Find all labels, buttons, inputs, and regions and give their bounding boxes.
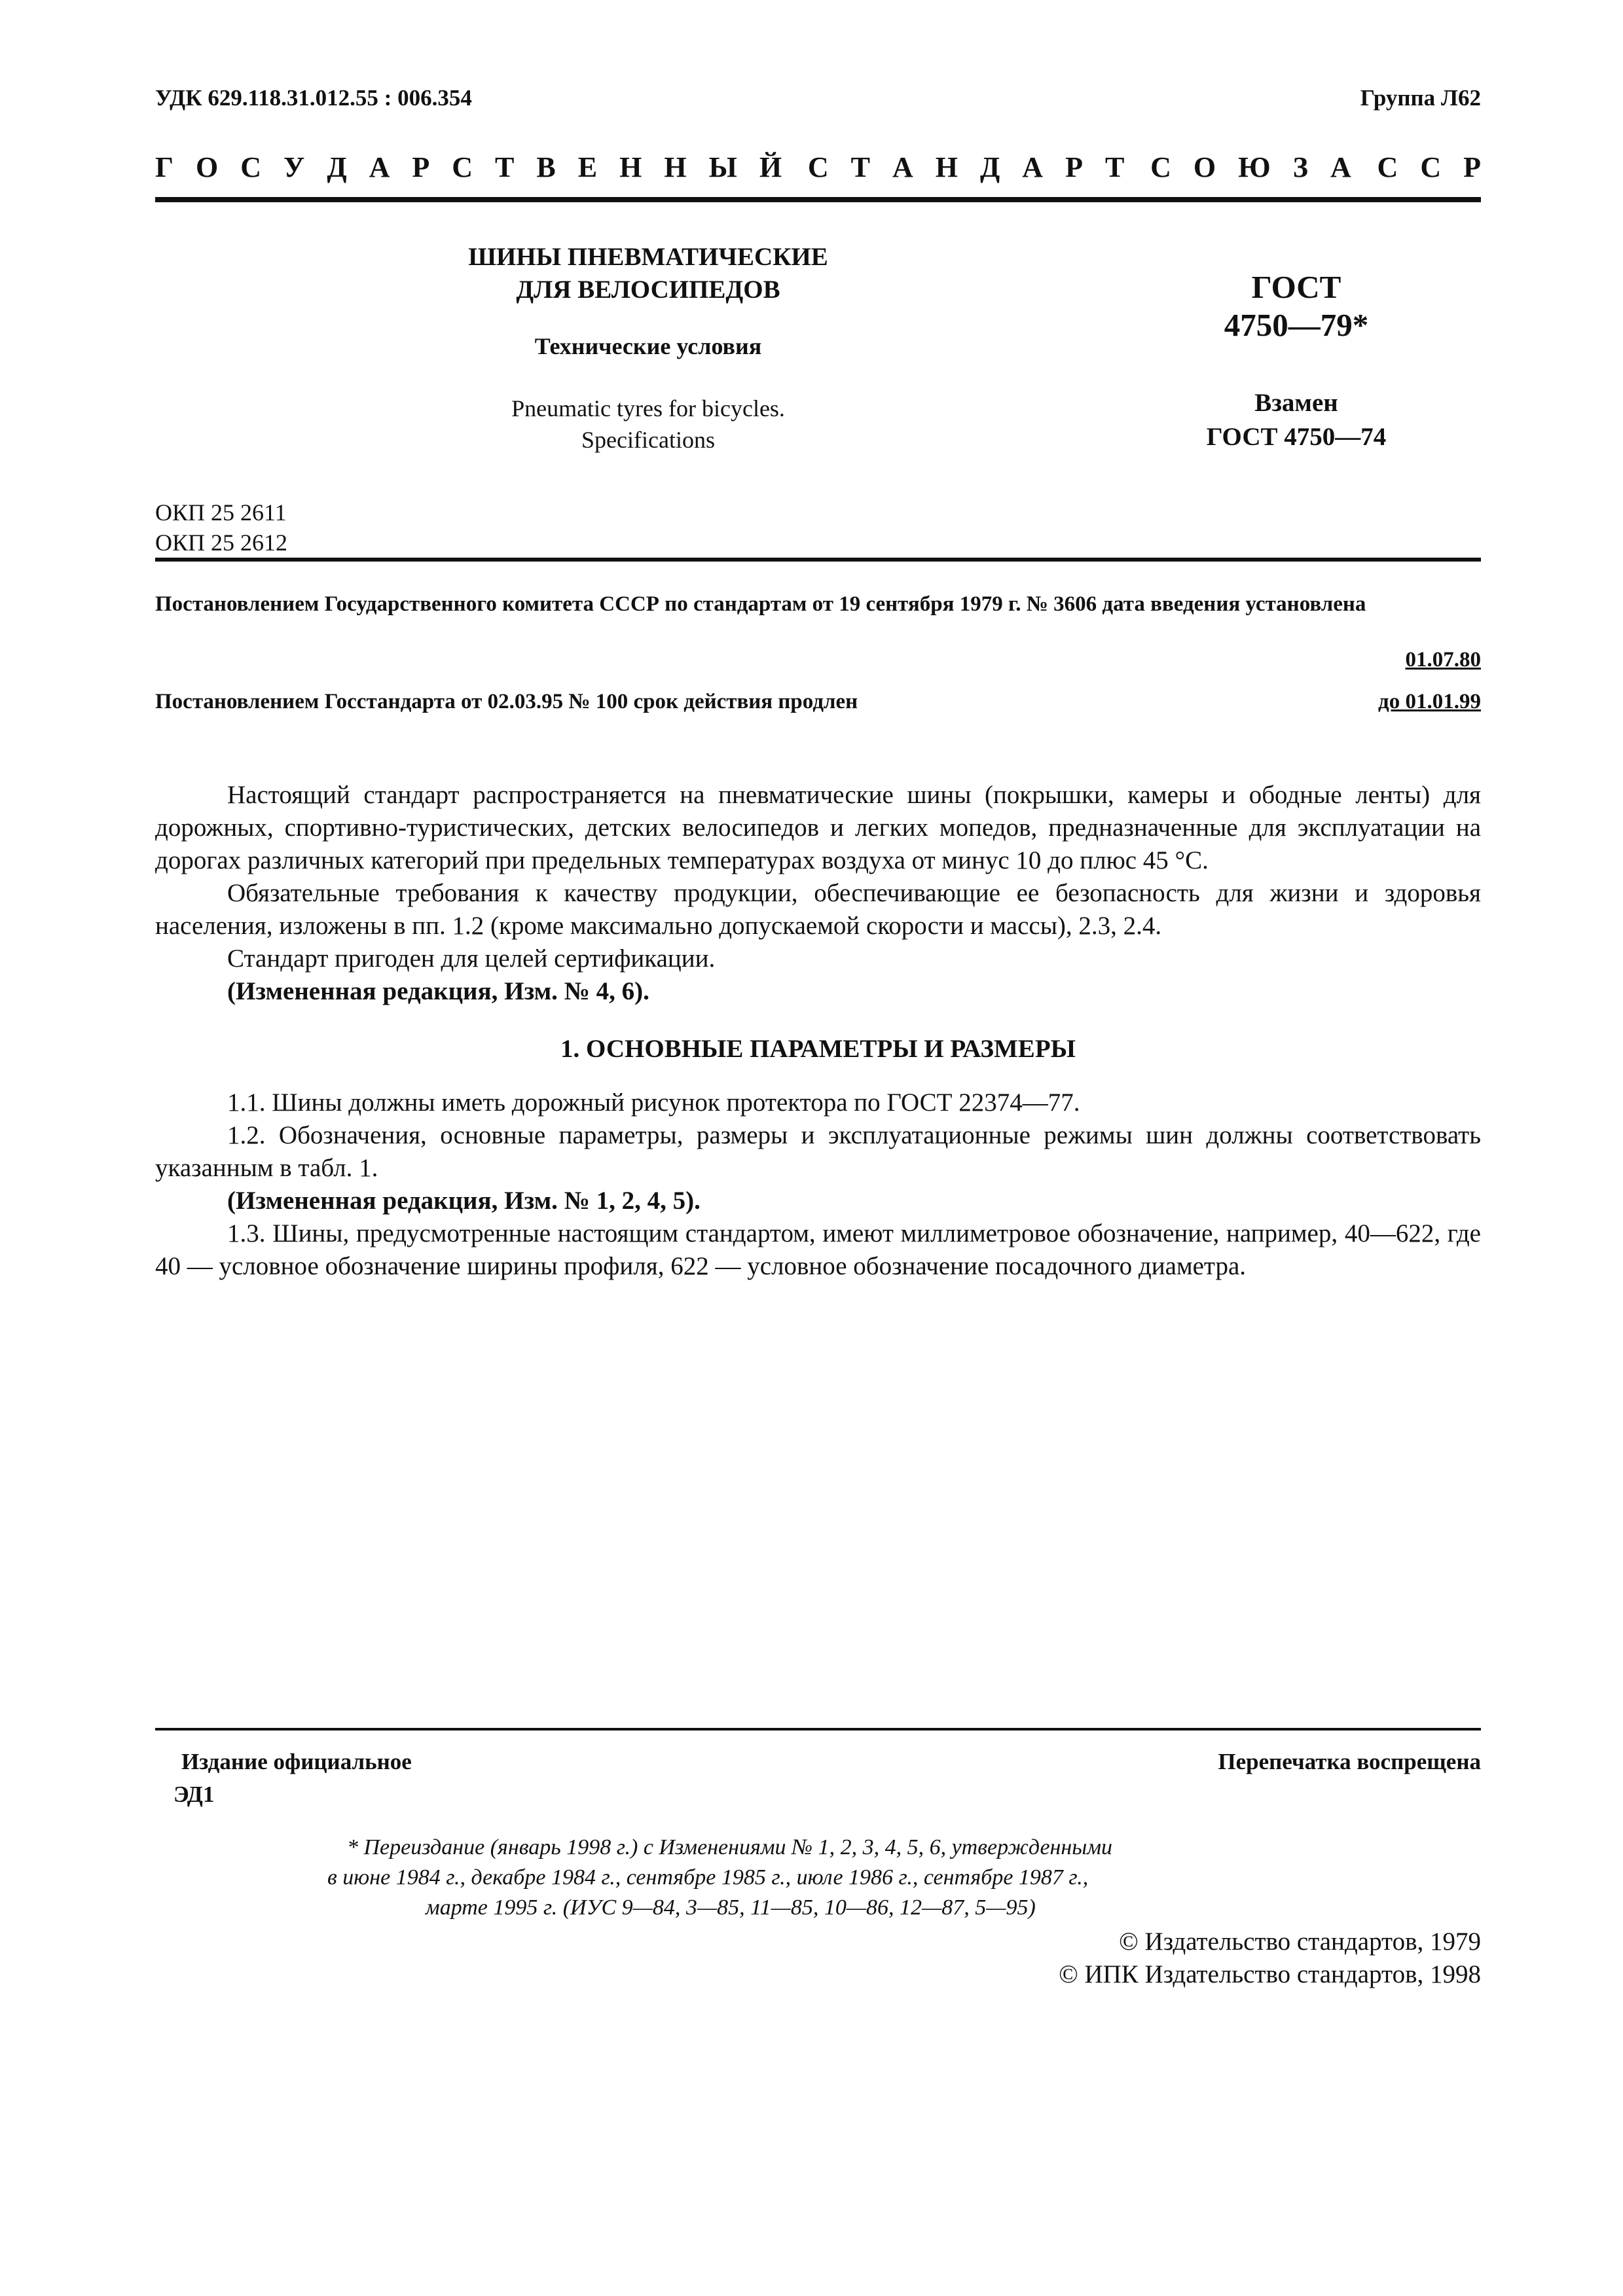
header-rule — [155, 197, 1481, 202]
heading-word-3: С О Ю З А — [1150, 151, 1351, 183]
group-code: Группа Л62 — [1360, 85, 1481, 111]
heading-word-2: С Т А Н Д А Р Т — [807, 151, 1125, 183]
official-edition-label: Издание официальное — [181, 1749, 412, 1774]
heading-word-4: С С Р — [1377, 151, 1481, 183]
okp-codes — [155, 497, 287, 558]
clause-1-3: 1.3. Шины, предусмотренные настоящим стандартом, имеют миллиметровое обозначение, например, 40—622, где 40 — условное обозначение ширины профиля, 622 — условное обозначение посадочного диаметра. — [155, 1219, 1481, 1280]
udc-code: УДК 629.118.31.012.55 : 006.354 — [155, 85, 472, 111]
footer-rule — [155, 1728, 1481, 1731]
state-standard-heading — [155, 151, 1481, 184]
copyright-block — [1059, 1926, 1481, 1991]
decree-extension: Постановлением Госстандарта от 02.03.95 № 100 срок действия продлен — [155, 690, 858, 713]
english-title-line-2: Specifications — [581, 427, 715, 453]
subtitle: Технические условия — [534, 333, 762, 359]
gost-designation — [1159, 268, 1434, 454]
replaces-value: ГОСТ 4750—74 — [1206, 423, 1387, 451]
paragraph-scope: Настоящий стандарт распространяется на пневматические шины (покрышки, камеры и ободные ленты) для дорожных, спортивно-туристических, детских велосипедов и легких мопедов, предназначенные для эксплуатации на дорогах различных категорий при предельных температурах воздуха от минус 10 до плюс 45 °С. — [155, 781, 1481, 874]
edition-note: (Измененная редакция, Изм. № 1, 2, 4, 5). — [227, 1187, 701, 1215]
okp-code-2: ОКП 25 2612 — [155, 529, 288, 556]
introduction-date: 01.07.80 — [1405, 648, 1481, 672]
copyright-1979: © Издательство стандартов, 1979 — [1119, 1928, 1481, 1956]
title-block — [393, 241, 903, 456]
clause-1-2: 1.2. Обозначения, основные параметры, размеры и эксплуатационные режимы шин должны соответствовать указанным в табл. 1. — [155, 1121, 1481, 1182]
edition-note: (Измененная редакция, Изм. № 4, 6). — [227, 977, 649, 1005]
reissue-note — [327, 1833, 1375, 1923]
decree-introduction: Постановлением Государственного комитета СССР по стандартам от 19 сентября 1979 г. № 3606 дата введения установлена — [155, 592, 1366, 616]
paragraph-requirements: Обязательные требования к качеству продукции, обеспечивающие ее безопасность для жизни и здоровья населения, изложены в пп. 1.2 (кроме максимально допускаемой скорости и массы), 2.3, 2.4. — [155, 879, 1481, 940]
title-line-1: ШИНЫ ПНЕВМАТИЧЕСКИЕ — [468, 243, 828, 271]
reissue-line-3: марте 1995 г. (ИУС 9—84, 3—85, 11—85, 10—86, 12—87, 5—95) — [426, 1895, 1036, 1920]
replaces-block — [1159, 386, 1434, 454]
section-title: 1. ОСНОВНЫЕ ПАРАМЕТРЫ И РАЗМЕРЫ — [560, 1035, 1076, 1063]
english-title — [393, 393, 903, 456]
copyright-1998: © ИПК Издательство стандартов, 1998 — [1059, 1960, 1481, 1988]
extension-date: до 01.01.99 — [1378, 690, 1481, 713]
reissue-line-1: * Переиздание (январь 1998 г.) с Изменениями № 1, 2, 3, 4, 5, 6, утвержденными — [347, 1835, 1113, 1859]
gost-number: 4750—79* — [1224, 307, 1369, 343]
reissue-line-2: в июне 1984 г., декабре 1984 г., сентябре 1985 г., июле 1986 г., сентябре 1987 г., — [327, 1865, 1089, 1890]
body-text — [155, 779, 1481, 1283]
english-title-line-1: Pneumatic tyres for bicycles. — [511, 395, 785, 422]
paragraph-certification: Стандарт пригоден для целей сертификации. — [227, 944, 716, 973]
heading-word-1: Г О С У Д А Р С Т В Е Н Н Ы Й — [155, 151, 782, 183]
title-block-rule — [155, 558, 1481, 562]
gost-label: ГОСТ — [1251, 269, 1341, 305]
okp-code-1: ОКП 25 2611 — [155, 499, 287, 526]
replaces-label: Взамен — [1254, 389, 1338, 417]
title-line-2: ДЛЯ ВЕЛОСИПЕДОВ — [516, 276, 780, 304]
no-reprint-label: Перепечатка воспрещена — [1218, 1749, 1481, 1774]
edition-code: ЭД1 — [173, 1782, 215, 1807]
clause-1-1: 1.1. Шины должны иметь дорожный рисунок протектора по ГОСТ 22374—77. — [227, 1088, 1080, 1117]
